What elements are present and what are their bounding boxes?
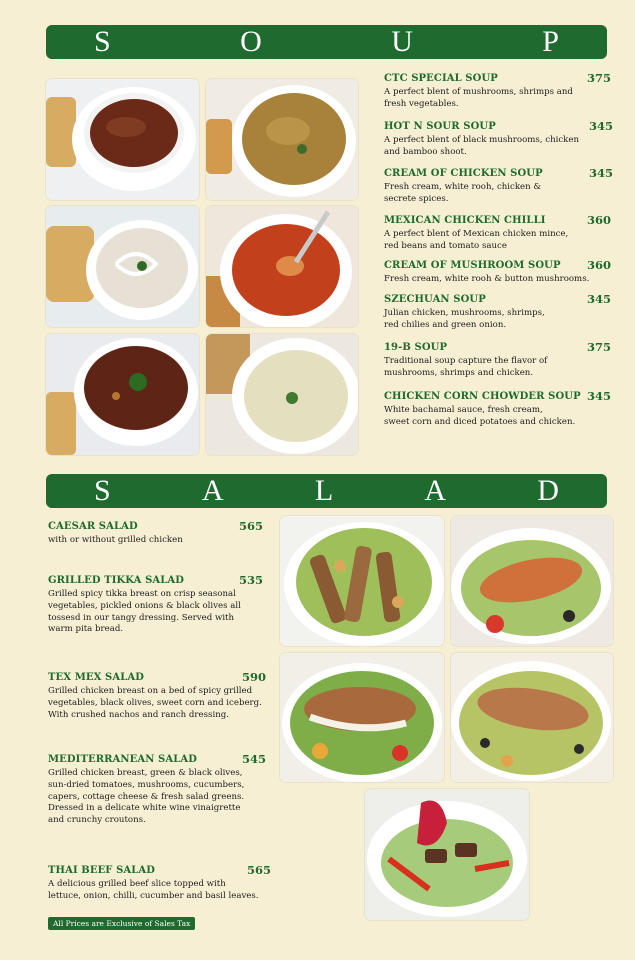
item-price: 565 bbox=[247, 863, 272, 877]
sales-tax-note: All Prices are Exclusive of Sales Tax bbox=[48, 917, 195, 930]
item-description: White bachamal sauce, fresh cream, sweet corn and diced potatoes and chicken. bbox=[384, 405, 576, 427]
item-name: CTC SPECIAL SOUP bbox=[384, 73, 498, 84]
item-description: Fresh cream, white rooh, chicken & secrete spices. bbox=[384, 182, 542, 204]
item-description: A delicious grilled beef slice topped with lettuce, onion, chilli, cucumber and basil leaves. bbox=[48, 879, 259, 901]
item-name: CREAM OF MUSHROOM SOUP bbox=[384, 260, 561, 271]
item-price: 545 bbox=[242, 752, 267, 766]
banner-letter: U bbox=[391, 25, 413, 58]
item-price: 345 bbox=[587, 389, 612, 403]
soup-section-banner bbox=[46, 25, 607, 59]
item-price: 360 bbox=[587, 258, 612, 272]
soup-bowl-vegetable-photo bbox=[206, 79, 358, 200]
soup-bowl-corn-photo bbox=[206, 334, 358, 455]
caesar-salad-photo bbox=[280, 516, 444, 646]
item-name: TEX MEX SALAD bbox=[48, 672, 144, 683]
item-price: 360 bbox=[587, 213, 612, 227]
tikka-salad-photo bbox=[451, 516, 613, 646]
item-description: Grilled chicken breast on a bed of spicy grilled vegetables, black olives, sweet corn and iceberg. With crushed nachos and ranch dressing. bbox=[48, 686, 262, 720]
banner-letter: S bbox=[94, 25, 111, 58]
item-price: 590 bbox=[242, 670, 267, 684]
tex-mex-salad-photo bbox=[280, 653, 444, 782]
item-description: A perfect blent of Mexican chicken mince, red beans and tomato sauce bbox=[384, 229, 569, 251]
banner-letter: L bbox=[314, 474, 334, 507]
item-price: 535 bbox=[239, 573, 264, 587]
item-price: 565 bbox=[239, 519, 264, 533]
banner-letter: P bbox=[542, 25, 559, 58]
item-description: Grilled chicken breast, green & black olives, sun-dried tomatoes, mushrooms, cucumbers, capers, cottage cheese & fresh salad greens. Dressed in a delicate white wine vinaigrette and crunchy croutons. bbox=[48, 768, 245, 826]
banner-letter: A bbox=[201, 474, 224, 507]
item-name: GRILLED TIKKA SALAD bbox=[48, 575, 185, 586]
item-price: 345 bbox=[589, 119, 614, 133]
banner-letter: D bbox=[537, 474, 559, 507]
soup-bowl-tomato-photo bbox=[206, 206, 358, 327]
item-name: HOT N SOUR SOUP bbox=[384, 121, 496, 132]
item-description: Fresh cream, white rooh & button mushrooms. bbox=[384, 274, 590, 284]
item-name: CHICKEN CORN CHOWDER SOUP bbox=[384, 391, 581, 402]
item-price: 375 bbox=[587, 340, 612, 354]
banner-letter: O bbox=[240, 25, 262, 58]
item-description: A perfect blent of mushrooms, shrimps and fresh vegetables. bbox=[384, 87, 573, 109]
item-name: MEXICAN CHICKEN CHILLI bbox=[384, 215, 546, 226]
item-description: Julian chicken, mushrooms, shrimps, red chilies and green onion. bbox=[384, 308, 545, 330]
item-name: CAESAR SALAD bbox=[48, 521, 138, 532]
item-name: THAI BEEF SALAD bbox=[48, 865, 156, 876]
item-price: 345 bbox=[589, 166, 614, 180]
item-name: CREAM OF CHICKEN SOUP bbox=[384, 168, 543, 179]
banner-letter: S bbox=[94, 474, 111, 507]
item-description: Traditional soup capture the flavor of mushrooms, shrimps and chicken. bbox=[384, 356, 548, 378]
item-name: 19-B SOUP bbox=[384, 342, 448, 353]
banner-letter: A bbox=[424, 474, 447, 507]
salad-section-banner bbox=[46, 474, 607, 508]
mediterranean-salad-photo bbox=[451, 653, 613, 782]
soup-bowl-brown-photo bbox=[46, 79, 199, 200]
item-name: MEDITERRANEAN SALAD bbox=[48, 754, 197, 765]
soup-bowl-chilli-photo bbox=[46, 334, 199, 455]
item-name: SZECHUAN SOUP bbox=[384, 294, 486, 305]
item-description: with or without grilled chicken bbox=[48, 535, 183, 545]
item-description: A perfect blent of black mushrooms, chicken and bamboo shoot. bbox=[384, 135, 580, 157]
item-price: 375 bbox=[587, 71, 612, 85]
item-description: Grilled spicy tikka breast on crisp seasonal vegetables, pickled onions & black olives all tossesd in our tangy dressing. Served with warm pita bread. bbox=[48, 589, 241, 635]
item-price: 345 bbox=[587, 292, 612, 306]
thai-beef-salad-photo bbox=[365, 789, 529, 920]
soup-bowl-cream-photo bbox=[46, 206, 199, 327]
